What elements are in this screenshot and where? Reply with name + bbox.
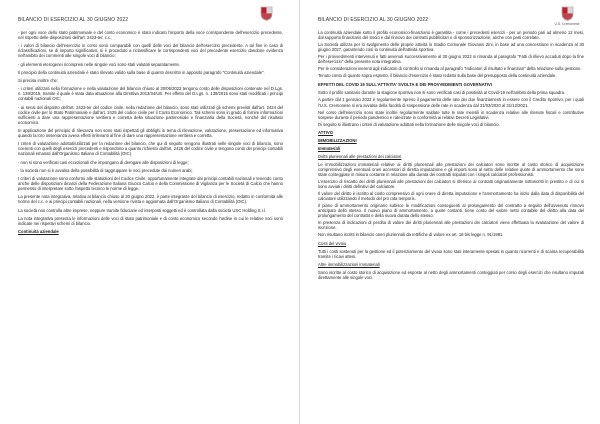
paragraph: La nota integrativa presenta le informazioni delle voci di stato patrimoniale e di conto economico secondo l'ordine in cui le relative voci sono indicate nei rispettivi schemi di bilancio.	[18, 215, 283, 226]
paragraph: - ai sensi del disposto dell'art. 2423-ter del codice civile, nella redazione del bilancio, sono stati utilizzati gli schemi previsti dall'art. 2424 del codice civile per lo Stato Patrimoniale e dall'art. 2425 del codice civile per il Conto Economico. Tali schemi sono in grado di fornire informazioni sufficienti a dare una rappresentazione veritiera e corretta della situazione patrimoniale e finanziaria della Società, nonché del risultato economico.	[18, 104, 283, 125]
immateriali-heading: Immateriali	[318, 145, 341, 151]
paragraph: - per ogni voce dello stato patrimoniale e del conto economico è stato indicato l'importo della voce corrispondente dell'esercizio precedente, nel rispetto delle disposizioni dell'art. 2423-ter, c.c.;	[18, 30, 283, 41]
paragraph: Tenuto conto di quanto sopra esposto, il bilancio d'esercizio è stato redatto sulla base del presupposto della continuità aziendale.	[318, 73, 557, 79]
section-heading-continuita: Continuità aziendale	[18, 229, 59, 235]
logo-caption: U.S. Cremonese	[554, 22, 580, 26]
paragraph: La società non controlla altre imprese, neppure tramite fiduciarie ed interposti soggetti ed è controllata dalla società USC Holding S.r.l.	[18, 207, 267, 213]
paragraph: La continuità aziendale sotto il profilo economico-finanziario è garantita - come i precedenti esercizi - per un periodo pari ad almeno 12 mesi, dal supporto finanziario del Socio e dal rinnovo dei contratti pubblicitari e di sponsorizzazione, anche con parti correlate.	[318, 30, 584, 41]
paragraph: Non risultano iscritti in bilancio oneri pluriennali da rettifiche di valore ex art. 18 bis legge n. 91/1981.	[318, 232, 504, 238]
diritti-heading: Diritti pluriennali alle prestazioni dei calciatori	[318, 153, 402, 159]
us-cremonese-crest-icon	[561, 6, 574, 21]
right-page-body	[318, 24, 584, 280]
left-page-body	[18, 24, 283, 234]
paragraph: - gli elementi eterogenei ricompresi nelle singole voci sono stati valutati separatamente.	[18, 61, 181, 67]
paragraph: Si precisa inoltre che:	[18, 78, 59, 84]
paragraph: Nel corso dell'esercizio sono state inoltre regolarmente saldate tutte le rate mensili in scadenza relative alle ritenute fiscali e contributive sospese durante il periodo pandemico e rateizzate in conformità ai relativi Decreti Legislativi.	[318, 109, 584, 120]
paragraph: - non si sono verificati casi eccezionali che impongano di derogare alle disposizioni di legge;	[18, 159, 189, 165]
paragraph: Il valore del diritto è iscritto al costo comprensivo di ogni onere di diretta imputazione e l'ammortamento ha inizio dalla data di disponibilità del calciatore utilizzando il metodo del pro rata temporis.	[318, 191, 584, 202]
paragraph: Sotto il profilo sanitario durante la stagione sportiva non si sono verificati casi di positività al Covid-19 nell'ambito della prima squadra.	[318, 90, 566, 96]
altre-immobilizzazioni-heading: Altre immobilizzazioni immateriali	[318, 261, 380, 267]
paragraph: Di seguito si illustrano i criteri di valutazione adottati nella formazione delle singole voci di bilancio.	[318, 121, 500, 127]
page-header-title: BILANCIO DI ESERCIZIO AL 30 GIUGNO 2022	[18, 17, 129, 23]
paragraph: I criteri di valutazione adottati/utilizzati per la redazione del bilancio, che qui di seguito vengono illustrati nelle singole voci di bilancio, sono coerenti con quelli degli esercizi precedenti e rispondono a quanto richiesto dall'art. 2426 del codice civile e tengono conto dei principi contabili nazionali emanati dall'Organismo Italiano di Contabilità (OIC).	[18, 141, 283, 157]
right-page	[300, 0, 600, 424]
immobilizzazioni-heading: IMMOBILIZZAZIONI	[318, 137, 357, 143]
paragraph: I criteri di valutazione sono conformi alle statuizioni del Codice Civile, opportunamente integrate dai principi contabili nazionali e tenendo conto anche delle disposizioni dinanzi della Federazione Italiana Giuoco Calcio e della Commissione di Vigilanza per le Società di Calcio che hanno permesso di interpretare sotto l'aspetto tecnico le norme di legge.	[18, 176, 283, 192]
page-logo	[552, 6, 582, 26]
paragraph: A partire dal 1 gennaio 2022 è regolarmente ripreso il pagamento delle rate dei due finanziamenti in essere con il Credito Sportivo, per i quali l'U.S. Cremonese si era avvalsa della facoltà di sospensione delle rate in scadenza dal 31/03/2020 al 31/12/2021.	[318, 97, 584, 108]
paragraph: - i valori di bilancio dell'esercizio in corso sono comparabili con quelli delle voci del bilancio dell'esercizio precedente. A tal fine in caso di riclassificazioni, se di importo significativo, si è proceduto a riclassificare le corrispondenti voci del precedente esercizio dandone evidenza nell'ambito dei commenti alle singole voci di bilancio;	[18, 43, 283, 59]
costi-vivaio-heading: Costi del vivaio	[318, 240, 347, 246]
attivo-heading: ATTIVO	[318, 129, 334, 135]
page-header-title: BILANCIO DI ESERCIZIO AL 30 GIUGNO 2022	[318, 17, 429, 23]
paragraph: In presenza di indicazioni di perdita di valore dei diritti pluriennali alle prestazioni dei calciatori viene effettuata la svalutazione del valore di iscrizione.	[318, 220, 584, 231]
paragraph: La presente nota integrativa, relativa al bilancio chiuso al 30 giugno 2022, è parte integrante del bilancio di esercizio, redatto in conformità alle norme del c.c. e ai principi contabili nazionali, nella versione rivista e aggiornata dall'Organismo Italiano di Contabilità (OIC).	[18, 194, 283, 205]
paragraph: Tutti i costi sostenuti per la gestione ed il potenziamento del vivaio sono stati interamente spesati in quanto ricorrenti e di scarsa recuperabilità tramite i ricavi attesi.	[318, 248, 584, 259]
paragraph: Il piano di ammortamento originario subisce le modificazioni conseguenti al prolungamento del contratto a seguito dell'avvenuto rinnovo anticipato dello stesso. Il nuovo piano di ammortamento, a quote costanti, tiene conto del valore netto contabile del diritto alla data del prolungamento del contratto e della nuova durata dello stesso.	[318, 203, 584, 219]
covid-heading: EFFETTI DEL COVID 19 SULL'ATTIVITA' SVOLTA E DEI PROVVEDIMENTI GOVERNATIVI	[318, 82, 493, 88]
paragraph: Il principio della continuità aziendale è stato rilevato valido sulla base di quanto descritto in apposito paragrafo "Continuità aziendale".	[18, 69, 265, 75]
paragraph: Per i provvedimenti intervenuti e fatti avvenuti successivamente al 30 giugno 2022 si rimanda al paragrafo "Fatti di rilievo accaduti dopo la fine dell'esercizio" della presente nota integrativa.	[318, 54, 584, 65]
paragraph: Le immobilizzazioni immateriali relative ai diritti pluriennali alle prestazioni dei calciatori sono iscritte al costo storico di acquisizione comprensivo degli eventuali oneri accessori di diretta imputazione e gli importi sono al netto delle relative quote di ammortamento che sono state conteggiate in misura costante in relazione alla durata dei contratti stipulati con i singoli calciatori professionisti.	[318, 161, 584, 177]
paragraph: In applicazione del principio di rilevanza non sono stati rispettati gli obblighi in tema di rilevazione, valutazione, presentazione ed informativa quando la loro osservanza aveva effetti irrilevanti al fine di dare una rappresentazione veritiera e corretta.	[18, 128, 283, 139]
page-logo	[251, 6, 281, 21]
us-cremonese-crest-icon	[260, 6, 273, 21]
paragraph: - la società non si è avvalsa della possibilità di raggruppare le voci precedute dai numeri arabi;	[18, 167, 193, 173]
paragraph: La Società utilizza per lo svolgimento delle proprie attività lo Stadio Comunale Giovanni Zini, in base ad una concessione in scadenza al 30 giugno 2027, garantendo così la continuità dell'attività sportiva.	[318, 42, 584, 53]
paragraph: Per le considerazioni inerenti agli indicatori di controllo si rimanda al paragrafo "Indicatori di risultato e finanziari" della relazione sulla gestione.	[318, 66, 582, 72]
paragraph: - i criteri utilizzati nella formazione e nella valutazione del bilancio chiuso al 30/06/2022 tengono conto delle disposizioni contenute nel D.Lgs. n. 139/2015, tramite il quale è stata data attuazione alla Direttiva 2013/34/UE. Per effetto del D.Lgs. n. 139/2015 sono stati modificati i principi contabili nazionali OIC;	[18, 86, 283, 102]
paragraph: Sono iscritte al costo storico di acquisizione ed esposte al netto degli ammortamenti conteggiati per corso degli esercizi che risultano imputati direttamente alle singole voci.	[318, 269, 584, 280]
paragraph: L'esercizio di riscatto dei diritti pluriennali alle prestazioni dei calciatori si riferisce ai contratti originariamente sottoscritti in prestito e di cui si sono avviati i diritti definitivi del calciatore.	[318, 179, 584, 190]
